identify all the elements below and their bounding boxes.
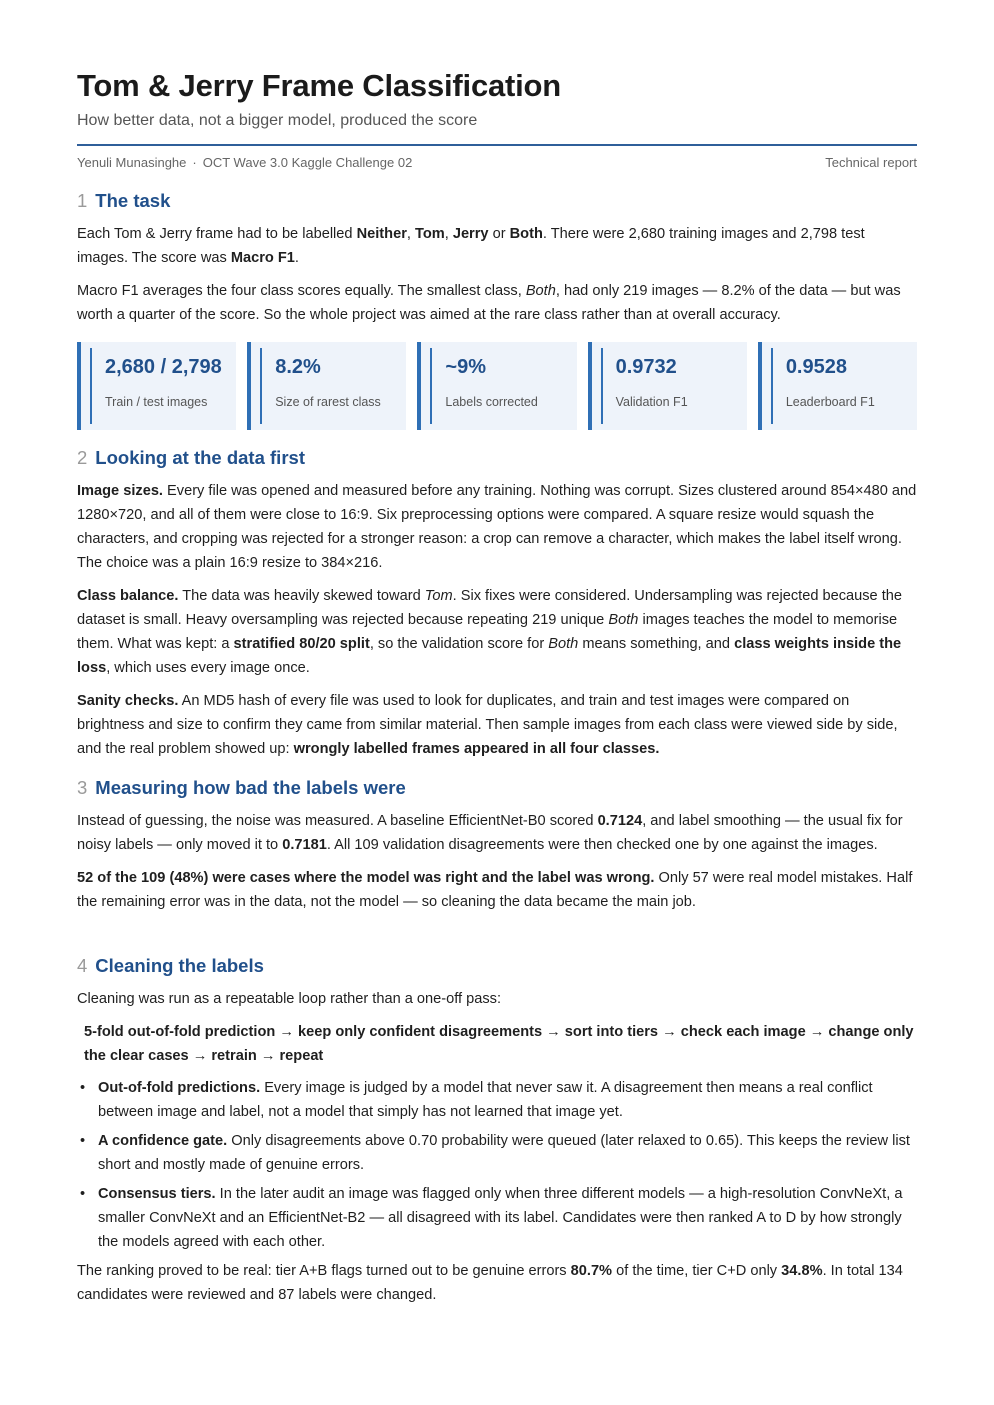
score-value: 0.7124 [597,813,643,829]
text-run: The data was heavily skewed toward [178,588,425,604]
text-run: of the time, tier C+D only [612,1263,782,1279]
class-name: Both [525,283,556,299]
class-name: Jerry [452,226,489,242]
class-name: Both [548,636,579,652]
class-name: Neither [356,226,407,242]
paragraph [77,689,917,761]
section-task [77,190,917,336]
list-item [77,1076,917,1124]
stat-label: Labels corrected [445,395,538,409]
section-heading [77,447,917,469]
class-name: Tom [414,226,445,242]
stat-value: ~9% [445,356,486,378]
stat-value: 8.2% [275,356,321,378]
section-noise [77,777,917,923]
list-item-lead: Consensus tiers. [98,1186,216,1202]
document-type: Technical report [825,155,917,170]
text-run: Every file was opened and measured before any training. Nothing was corrupt. Sizes clustered around 854×480 and 1280×720, and all of them were close to 16:9. Six preprocessing options were compared. A square resize would squash the characters, and cropping was rejected for a stronger reason: a crop can remove a character, which makes the label itself wrong. The choice was a plain 16:9 resize to 384×216. [77,483,917,571]
text-run: , and label smoothing — the usual fix for noisy labels — only moved it to [77,813,903,853]
section-number: 3 [77,777,88,798]
text-run: . There were 2,680 training images and 2,798 test images. The score was [77,226,865,266]
text-run: Every image is judged by a model that never saw it. A disagreement then means a real conflict between image and label, not a model that simply has not learned that image yet. [98,1080,873,1120]
section-number: 1 [77,190,88,211]
byline [77,155,917,170]
stats-row [77,342,917,430]
byline-separator: · [192,155,197,170]
list-item-lead: Out-of-fold predictions. [98,1080,261,1096]
section-number: 2 [77,447,88,468]
byline-left [77,155,412,170]
section-number: 4 [77,955,88,976]
text-run: An MD5 hash of every file was used to look for duplicates, and train and test images were compared on brightness and size to confirm they came from similar material. Then sample images from each class were viewed side by side, and the real problem showed up: [77,693,898,757]
emphasis: wrongly labelled frames appeared in all four classes. [293,741,660,757]
stat-label: Size of rarest class [275,395,381,409]
class-name: Both [509,226,543,242]
section-title: Measuring how bad the labels were [95,777,406,798]
text-run: . In total 134 candidates were reviewed and 87 labels were changed. [77,1263,903,1303]
paragraph [77,222,917,270]
class-name: Tom [424,588,453,604]
paragraph: Cleaning was run as a repeatable loop rather than a one-off pass: [77,991,502,1007]
stat-card [77,342,236,430]
stat-card [758,342,917,430]
section-heading [77,190,917,212]
stat-value: 0.9732 [615,356,677,378]
section-title: The task [95,190,171,211]
section-heading [77,955,917,977]
bullet-list [77,1076,917,1254]
section-data [77,447,917,770]
event-name: OCT Wave 3.0 Kaggle Challenge 02 [202,155,413,170]
text-run: or [488,226,510,242]
text-run: Each Tom & Jerry frame had to be labelled [77,226,357,242]
score-value: 0.7181 [282,837,327,853]
pipeline-flow: 5-fold out-of-fold prediction → keep only confident disagreements → sort into tiers → check each image → change only the clear cases → retrain → repeat [84,1024,914,1064]
text-run: Only disagreements above 0.70 probability were queued (later relaxed to 0.65). This keeps the review list short and mostly made of genuine errors. [98,1133,910,1173]
paragraph-lead: Class balance. [77,588,179,604]
author-name: Yenuli Munasinghe [77,155,187,170]
text-run: images teaches the model to memorise them. What was kept: a [77,612,898,652]
paragraph [77,809,917,857]
stat-label: Leaderboard F1 [785,395,875,409]
list-item [77,1129,917,1177]
text-run: . All 109 validation disagreements were then checked one by one against the images. [326,837,878,853]
paragraph [77,1259,917,1307]
metric-name: Macro F1 [230,250,295,266]
list-item-lead: A confidence gate. [98,1133,228,1149]
text-run: . [294,250,299,266]
text-run: , had only 219 images — 8.2% of the data — but was worth a quarter of the score. So the whole project was aimed at the rare class rather than at overall accuracy. [77,283,901,323]
text-run: means something, and [578,636,735,652]
text-run: The ranking proved to be real: tier A+B flags turned out to be genuine errors [77,1263,571,1279]
paragraph-lead: 52 of the 109 (48%) were cases where the model was right and the label was wrong. [77,870,655,886]
stat-card [417,342,576,430]
text-run: . Six fixes were considered. Undersampling was rejected because the dataset is small. Heavy oversampling was rejected because repeating 219 unique [77,588,903,628]
stat-card [588,342,747,430]
text-run: Only 57 were real model mistakes. Half the remaining error was in the data, not the model — so cleaning the data became the main job. [77,870,913,910]
stat-card [247,342,406,430]
paragraph [77,279,917,327]
paragraph-lead: Sanity checks. [77,693,179,709]
stat-label: Train / test images [105,395,208,409]
paragraph [77,866,917,914]
text-run: , [406,226,415,242]
text-run: In the later audit an image was flagged only when three different models — a high-resolution ConvNeXt, a smaller ConvNeXt and an EfficientNet-B2 — all disagreed with its label. Candidates were then ranked A to D by how strongly the models agreed with each other. [98,1186,903,1250]
stat-value: 2,680 / 2,798 [105,356,222,378]
text-run: Macro F1 averages the four class scores equally. The smallest class, [77,283,526,299]
emphasis: class weights inside the loss [77,636,902,676]
section-heading [77,777,917,799]
text-run: , so the validation score for [369,636,549,652]
page-title: Tom & Jerry Frame Classification [77,68,562,103]
emphasis: stratified 80/20 split [233,636,370,652]
stat-value: 0.9528 [785,356,847,378]
percentage: 80.7% [570,1263,613,1279]
list-item [77,1182,917,1254]
text-run: , which uses every image once. [106,660,310,676]
percentage: 34.8% [781,1263,823,1279]
class-name: Both [608,612,639,628]
text-run: , [444,226,453,242]
section-cleaning [77,955,917,1316]
text-run: Instead of guessing, the noise was measured. A baseline EfficientNet-B0 scored [77,813,598,829]
page-subtitle: How better data, not a bigger model, produced the score [77,112,478,129]
paragraph [77,584,917,680]
paragraph [77,479,917,575]
section-title: Cleaning the labels [95,955,264,976]
paragraph-lead: Image sizes. [77,483,163,499]
section-title: Looking at the data first [95,447,305,468]
header-rule [77,144,917,146]
stat-label: Validation F1 [615,395,688,409]
